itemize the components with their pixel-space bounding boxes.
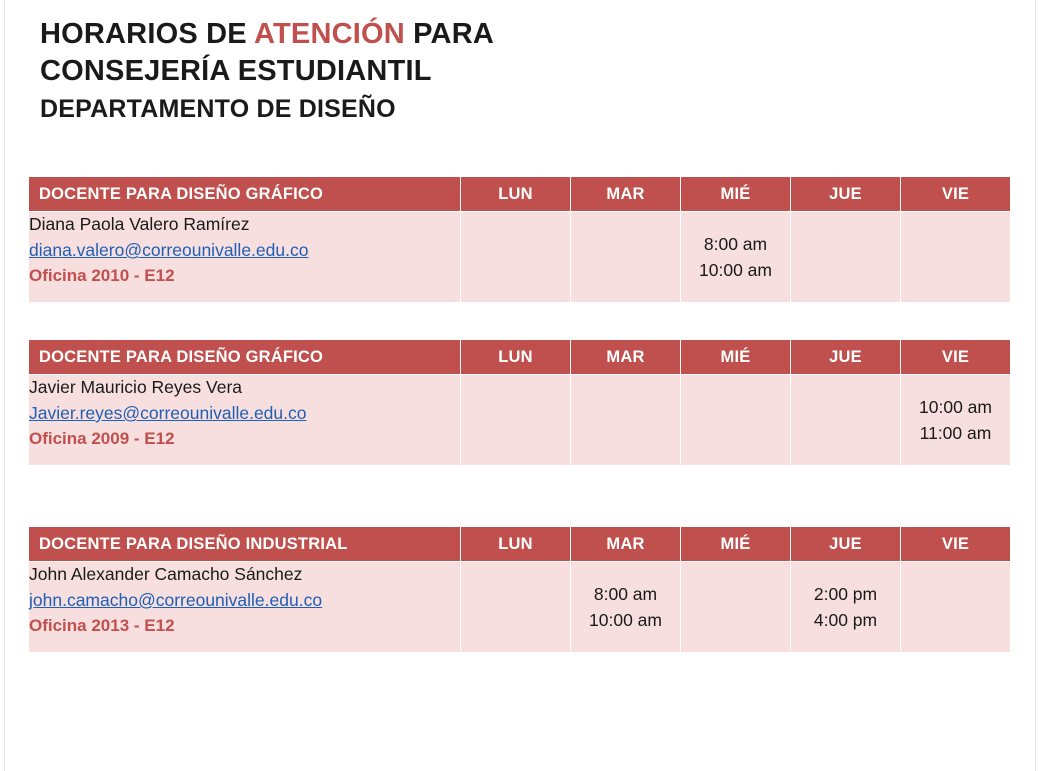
slot-cell-jue [791, 212, 901, 303]
slot-cell-mar [571, 562, 681, 653]
role-header: DOCENTE PARA DISEÑO GRÁFICO [29, 177, 461, 212]
day-header-mie: MIÉ [681, 177, 791, 212]
slot-start: 10:00 am [919, 397, 992, 417]
title-line-1-part1: HORARIOS DE [40, 18, 255, 50]
day-header-jue: JUE [791, 177, 901, 212]
slot-cell-mie [681, 562, 791, 653]
slot-cell-lun [461, 562, 571, 653]
day-header-vie: VIE [901, 340, 1011, 375]
schedule-table-1 [28, 176, 1011, 303]
schedule-table-2 [28, 339, 1011, 466]
page-edge-left [4, 0, 5, 771]
day-header-mar: MAR [571, 527, 681, 562]
teacher-info-cell [29, 375, 461, 466]
slot-start: 8:00 am [593, 584, 658, 604]
slot-end: 4:00 pm [813, 610, 878, 630]
teacher-name: Diana Paola Valero Ramírez [29, 214, 250, 234]
schedule-table-3 [28, 526, 1011, 653]
title-line-3: DEPARTAMENTO DE DISEÑO [40, 95, 396, 123]
table-row [29, 375, 1011, 466]
teacher-email-link[interactable]: john.camacho@correounivalle.edu.co [29, 590, 323, 610]
slot-cell-mie [681, 212, 791, 303]
table-header-row [29, 340, 1011, 375]
slot-start: 8:00 am [703, 234, 768, 254]
day-header-lun: LUN [461, 527, 571, 562]
day-header-mar: MAR [571, 177, 681, 212]
teacher-office: Oficina 2009 - E12 [29, 429, 175, 448]
slot-cell-mie [681, 375, 791, 466]
day-header-lun: LUN [461, 177, 571, 212]
title-line-2: CONSEJERÍA ESTUDIANTIL [40, 55, 432, 87]
teacher-name: Javier Mauricio Reyes Vera [29, 377, 242, 397]
day-header-vie: VIE [901, 177, 1011, 212]
slot-cell-vie [901, 562, 1011, 653]
slot-cell-mar [571, 375, 681, 466]
day-header-mar: MAR [571, 340, 681, 375]
teacher-name: John Alexander Camacho Sánchez [29, 564, 303, 584]
teacher-info-cell [29, 212, 461, 303]
slot-cell-vie [901, 375, 1011, 466]
slot-cell-mar [571, 212, 681, 303]
role-header: DOCENTE PARA DISEÑO INDUSTRIAL [29, 527, 461, 562]
teacher-info-cell [29, 562, 461, 653]
table-row [29, 212, 1011, 303]
table-row [29, 562, 1011, 653]
teacher-email-link[interactable]: Javier.reyes@correounivalle.edu.co [29, 403, 307, 423]
slot-end: 10:00 am [589, 610, 662, 630]
slot-end: 10:00 am [699, 260, 772, 280]
slot-cell-lun [461, 375, 571, 466]
day-header-lun: LUN [461, 340, 571, 375]
title-line-1-accent: ATENCIÓN [254, 18, 405, 50]
table-header-row [29, 177, 1011, 212]
slot-end: 11:00 am [919, 423, 992, 443]
teacher-email-link[interactable]: diana.valero@correounivalle.edu.co [29, 240, 309, 260]
slot-cell-jue [791, 375, 901, 466]
slot-start: 2:00 pm [813, 584, 878, 604]
title-line-1 [40, 16, 1000, 53]
page-edge-right [1035, 0, 1036, 771]
day-header-jue: JUE [791, 527, 901, 562]
table-header-row [29, 527, 1011, 562]
day-header-vie: VIE [901, 527, 1011, 562]
role-header: DOCENTE PARA DISEÑO GRÁFICO [29, 340, 461, 375]
slot-cell-lun [461, 212, 571, 303]
slot-cell-vie [901, 212, 1011, 303]
page-title [40, 16, 1000, 126]
day-header-mie: MIÉ [681, 340, 791, 375]
teacher-office: Oficina 2013 - E12 [29, 616, 175, 635]
day-header-mie: MIÉ [681, 527, 791, 562]
slot-cell-jue [791, 562, 901, 653]
title-line-1-part2: PARA [404, 18, 494, 50]
day-header-jue: JUE [791, 340, 901, 375]
teacher-office: Oficina 2010 - E12 [29, 266, 175, 285]
